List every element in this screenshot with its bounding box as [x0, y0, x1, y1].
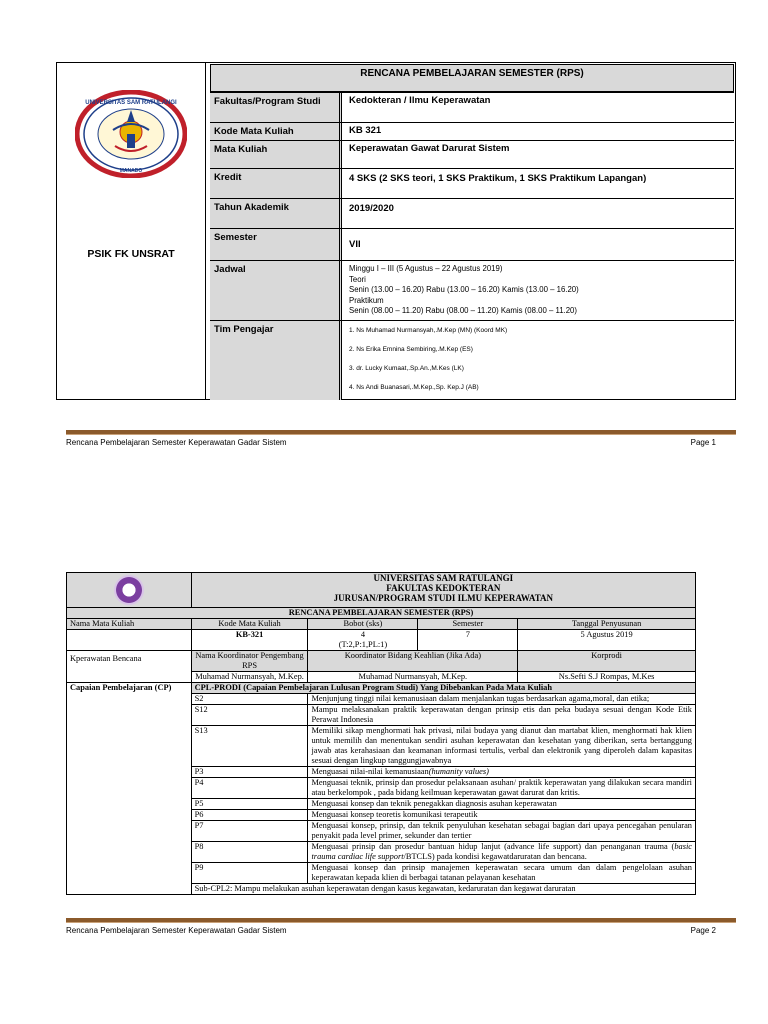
- weight-detail: (T:2,P:1,PL:1): [338, 640, 388, 649]
- row-label: Tahun Akademik: [210, 199, 342, 228]
- course-name-empty: [67, 630, 192, 651]
- logo-top-text: UNIVERSITAS SAM RATULANGI: [85, 100, 177, 106]
- cpl-text-p3: [308, 767, 696, 778]
- coordinator-value: Muhamad Nurmansyah, M.Kep.: [191, 672, 308, 683]
- cpl-text: Menguasai nilai-nilai kemanusiaan: [311, 767, 429, 776]
- row-label: Mata Kuliah: [210, 141, 342, 168]
- org-name: PSIK FK UNSRAT: [87, 248, 175, 260]
- cpl-text: Menguasai konsep dan teknik penegakkan diagnosis asuhan keperawatan: [308, 799, 696, 810]
- jadwal-line: Senin (13.00 – 16.20) Rabu (13.00 – 16.20) Kamis (13.00 – 16.20): [349, 285, 579, 294]
- row-mata-kuliah: [210, 140, 734, 168]
- jadwal-line: Senin (08.00 – 11.20) Rabu (08.00 – 11.20) Kamis (08.00 – 11.20): [349, 306, 577, 315]
- coordinator-header: Korprodi: [518, 651, 696, 672]
- page2-footer-right: Page 2: [690, 926, 716, 935]
- col-header: Nama Mata Kuliah: [67, 619, 192, 630]
- cpl-code: S13: [191, 726, 308, 767]
- cpl-code: P6: [191, 810, 308, 821]
- page2-footer-rule: [66, 918, 736, 923]
- cpl-code: S2: [191, 694, 308, 705]
- row-jadwal: [210, 260, 734, 320]
- cpl-text-italic: (humanity values): [428, 767, 489, 776]
- weight-value: 4: [360, 630, 366, 639]
- row-label: Fakultas/Program Studi: [210, 93, 342, 122]
- cpl-text: Mampu melaksanakan praktik keperawatan dengan prinsip etis dan peka budaya sesuai dengan Kode Etik Perawat Indonesia: [308, 705, 696, 726]
- row-tahun: [210, 198, 734, 228]
- row-kredit: [210, 168, 734, 198]
- page1-footer-right: Page 1: [690, 438, 716, 447]
- row-label: Kode Mata Kuliah: [210, 123, 342, 140]
- cpl-text: Menguasai prinsip dan prosedur bantuan hidup lanjut (advance life support) dan penanganan trauma (: [311, 842, 675, 851]
- row-label: Semester: [210, 229, 342, 260]
- course-name: Kperawatan Bencana: [67, 651, 192, 683]
- rps-title: RENCANA PEMBELAJARAN SEMESTER (RPS): [67, 608, 696, 619]
- jadwal-lines: [346, 261, 734, 320]
- cpl-text-italic: basic trauma cardiac life support: [311, 842, 692, 861]
- course-date: 5 Agustus 2019: [518, 630, 696, 651]
- row-label: Kredit: [210, 169, 342, 198]
- logo-bottom-text: MANADO: [119, 168, 143, 174]
- row-value: VII: [349, 239, 361, 250]
- cpl-heading: CPL-PRODI (Capaian Pembelajaran Lulusan Program Studi) Yang Dibebankan Pada Mata Kuliah: [191, 683, 695, 694]
- row-kode: [210, 122, 734, 140]
- coordinator-header: Nama Koordinator Pengembang RPS: [191, 651, 308, 672]
- cpl-code: S12: [191, 705, 308, 726]
- cpl-code: P8: [191, 842, 308, 863]
- institution-line: FAKULTAS KEDOKTERAN: [386, 583, 501, 593]
- row-label: Jadwal: [210, 261, 342, 320]
- cpl-text: Menguasai teknik, prinsip dan prosedur pelaksanaan asuhan/ praktik keperawatan yang dilakukan secara mandiri atau berkelompok , pada bidang keilmuan keperawatan gawat darurat dan kritis.: [308, 778, 696, 799]
- cpl-text: Menjunjung tinggi nilai kemanusiaan dalam menjalankan tugas berdasarkan agama,moral, dan etika;: [308, 694, 696, 705]
- course-code: KB-321: [191, 630, 308, 651]
- coordinator-value: Ns.Sefti S.J Rompas, M.Kes: [518, 672, 696, 683]
- university-logo-small: [114, 575, 144, 605]
- cp-label: Capaian Pembelajaran (CP): [67, 683, 192, 895]
- cpl-text: /BTCLS) pada kondisi kegawatdaruratan dan bencana.: [403, 852, 587, 861]
- university-logo: [75, 90, 187, 178]
- row-value: 2019/2020: [349, 203, 394, 214]
- page1-logo-panel: [56, 62, 206, 400]
- cpl-code: P4: [191, 778, 308, 799]
- page1-footer-rule: [66, 430, 736, 435]
- cpl-text: Menguasai konsep teoretis komunikasi terapeutik: [308, 810, 696, 821]
- jadwal-line: Teori: [349, 274, 366, 284]
- row-fakultas: [210, 92, 734, 122]
- cpl-text: Menguasai konsep dan prinsip manajemen keperawatan secara umum dan dalam pengelolaan asuhan keperawatan kepada klien di berbagai tatanan pelayanan kesehatan: [308, 863, 696, 884]
- coordinator-header: Koordinator Bidang Keahlian (Jika Ada): [308, 651, 518, 672]
- page2-footer-left: Rencana Pembelajaran Semester Keperawatan Gadar Sistem: [66, 926, 287, 935]
- row-tim-pengajar: [210, 320, 734, 400]
- page1-title: RENCANA PEMBELAJARAN SEMESTER (RPS): [210, 64, 734, 92]
- coordinator-value: Muhamad Nurmansyah, M.Kep.: [308, 672, 518, 683]
- page2-logo-cell: [67, 573, 192, 608]
- col-header: Tanggal Penyusunan: [518, 619, 696, 630]
- tim-member: 2. Ns Erika Emnina Sembiring,.M.Kep (ES): [349, 346, 473, 353]
- tim-members: [346, 321, 734, 400]
- col-header: Semester: [418, 619, 518, 630]
- institution-line: UNIVERSITAS SAM RATULANGI: [373, 573, 514, 583]
- col-header: Bobot (sks): [308, 619, 418, 630]
- cpl-code: P9: [191, 863, 308, 884]
- cpl-text: Memiliki sikap menghormati hak privasi, nilai budaya yang dianut dan martabat klien, menghormati hak klien untuk memilih dan menentukan sendiri asuhan keperawatan dan kesehatan yang diberikan, serta bertanggung jawab atas kerahasiaan dan keamanan informasi tertulis, verbal dan elektronik yang diperoleh dalam kapasitas sesuai dengan lingkup tanggungjawabnya: [308, 726, 696, 767]
- tim-member: 4. Ns Andi Buanasari,.M.Kep.,Sp. Kep.J (AB): [349, 384, 479, 391]
- row-value: Kedokteran / Ilmu Keperawatan: [349, 95, 491, 106]
- institution-header: [191, 573, 695, 608]
- cpl-code: P7: [191, 821, 308, 842]
- tim-member: 3. dr. Lucky Kumaat,.Sp.An.,M.Kes (LK): [349, 365, 464, 372]
- course-weight: [308, 630, 418, 651]
- row-semester: [210, 228, 734, 260]
- cpl-text-p8: [308, 842, 696, 863]
- row-value: 4 SKS (2 SKS teori, 1 SKS Praktikum, 1 SKS Praktikum Lapangan): [349, 173, 647, 184]
- col-header: Kode Mata Kuliah: [191, 619, 308, 630]
- cpl-text: Menguasai konsep, prinsip, dan teknik penyuluhan kesehatan sebagai bagian dari upaya pencegahan penularan penyakit pada level primer, sekunder dan tertier: [308, 821, 696, 842]
- row-label: Tim Pengajar: [210, 321, 342, 400]
- row-value: Keperawatan Gawat Darurat Sistem: [349, 143, 510, 154]
- cpl-code: P3: [191, 767, 308, 778]
- sub-cpl: Sub-CPL2: Mampu melakukan asuhan keperawatan dengan kasus kegawatan, kedaruratan dan kegawat daruratan: [191, 884, 695, 895]
- jadwal-line: Minggu I – III (5 Agustus – 22 Agustus 2019): [349, 264, 503, 273]
- institution-line: JURUSAN/PROGRAM STUDI ILMU KEPERAWATAN: [333, 593, 554, 603]
- page2-rps-table: [66, 572, 696, 895]
- page1-footer-left: Rencana Pembelajaran Semester Keperawatan Gadar Sistem: [66, 438, 287, 447]
- row-value: KB 321: [349, 125, 382, 136]
- course-semester: 7: [418, 630, 518, 651]
- tim-member: 1. Ns Muhamad Nurmansyah,.M.Kep (MN) (Koord MK): [349, 327, 508, 334]
- cpl-code: P5: [191, 799, 308, 810]
- jadwal-line: Praktikum: [349, 295, 384, 305]
